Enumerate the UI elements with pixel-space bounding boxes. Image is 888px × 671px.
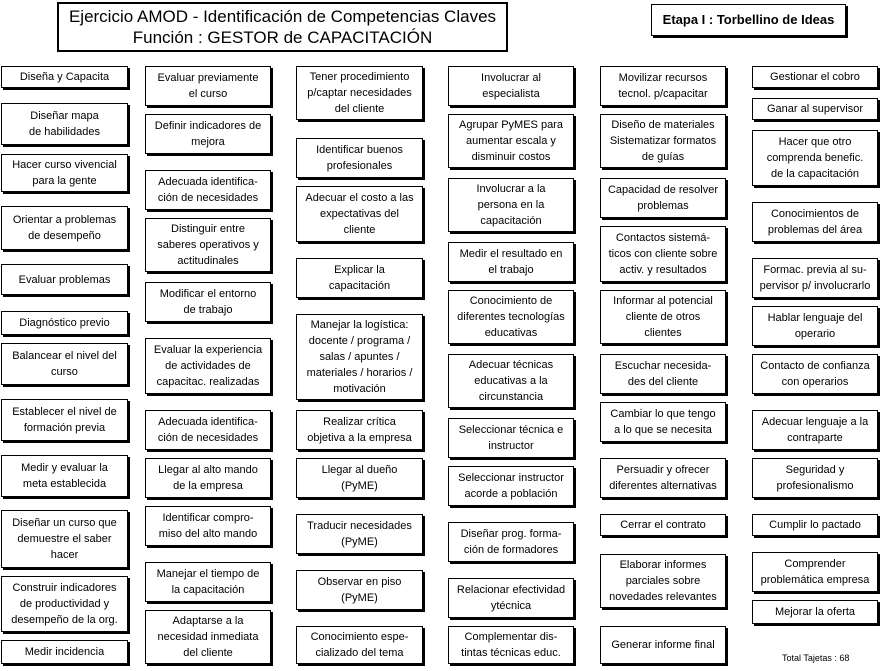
- card: Adecuar técnicas educativas a la circunstancia: [448, 354, 574, 408]
- card: Generar informe final: [600, 626, 726, 664]
- card: Contacto de confianza con operarios: [752, 354, 878, 394]
- card: Persuadir y ofrecer diferentes alternativas: [600, 458, 726, 498]
- card: Manejar la logística: docente / programa / salas / apuntes / materiales / horarios / motivación: [296, 314, 423, 400]
- card: Observar en piso (PyME): [296, 570, 423, 610]
- card: Identificar compro- miso del alto mando: [145, 506, 271, 546]
- card: Explicar la capacitación: [296, 258, 423, 298]
- card: Conocimiento espe- cializado del tema: [296, 626, 423, 664]
- title-box: [57, 2, 508, 52]
- card: Complementar dis- tintas técnicas educ.: [448, 626, 574, 664]
- card: Cambiar lo que tengo a lo que se necesita: [600, 402, 726, 442]
- card: Definir indicadores de mejora: [145, 114, 271, 154]
- card: Relacionar efectividad ytécnica: [448, 578, 574, 618]
- title-line-2: Función : GESTOR de CAPACITACIÓN: [132, 28, 433, 47]
- card: Diseñar prog. forma- ción de formadores: [448, 522, 574, 562]
- card: Contactos sistemá- ticos con cliente sobre activ. y resultados: [600, 226, 726, 282]
- card: Establecer el nivel de formación previa: [1, 399, 128, 441]
- card: Medir incidencia: [1, 640, 128, 664]
- card: Llegar al dueño (PyME): [296, 458, 423, 498]
- card: Hablar lenguaje del operario: [752, 306, 878, 346]
- card: Conocimientos de problemas del área: [752, 202, 878, 242]
- card: Mejorar la oferta: [752, 600, 878, 624]
- card: Adecuar lenguaje a la contraparte: [752, 410, 878, 450]
- card: Realizar crítica objetiva a la empresa: [296, 410, 423, 450]
- card: Cumplir lo pactado: [752, 514, 878, 536]
- stage-label: Etapa I : Torbellino de Ideas: [651, 4, 846, 36]
- card: Diseño de materiales Sistematizar formatos de guías: [600, 114, 726, 168]
- card: Diseñar un curso que demuestre el saber hacer: [1, 510, 128, 568]
- card: Medir y evaluar la meta establecida: [1, 455, 128, 497]
- card: Distinguir entre saberes operativos y actitudinales: [145, 218, 271, 272]
- card: Comprender problemática empresa: [752, 552, 878, 592]
- card: Traducir necesidades (PyME): [296, 514, 423, 554]
- card: Conocimiento de diferentes tecnologías educativas: [448, 290, 574, 344]
- card: Seleccionar técnica e instructor: [448, 418, 574, 458]
- card: Balancear el nivel del curso: [1, 343, 128, 385]
- card: Evaluar problemas: [1, 264, 128, 295]
- card: Adaptarse a la necesidad inmediata del cliente: [145, 610, 271, 664]
- card: Adecuar el costo a las expectativas del cliente: [296, 186, 423, 242]
- card: Identificar buenos profesionales: [296, 138, 423, 178]
- card: Adecuada identifica- ción de necesidades: [145, 170, 271, 210]
- card: Diagnóstico previo: [1, 311, 128, 335]
- card: Formac. previa al su- pervisor p/ involucrarlo: [752, 258, 878, 298]
- card: Construir indicadores de productividad y desempeño de la org.: [1, 576, 128, 632]
- card: Evaluar previamente el curso: [145, 66, 271, 106]
- card: Orientar a problemas de desempeño: [1, 206, 128, 250]
- card: Adecuada identifica- ción de necesidades: [145, 410, 271, 450]
- card: Gestionar el cobro: [752, 66, 878, 88]
- card: Modificar el entorno de trabajo: [145, 282, 271, 322]
- card: Diseñar mapa de habilidades: [1, 103, 128, 145]
- card: Medir el resultado en el trabajo: [448, 242, 574, 282]
- card: Evaluar la experiencia de actividades de capacitac. realizadas: [145, 338, 271, 394]
- card: Seguridad y profesionalismo: [752, 458, 878, 498]
- card: Involucrar al especialista: [448, 66, 574, 106]
- card: Diseña y Capacita: [1, 66, 128, 88]
- card: Ganar al supervisor: [752, 98, 878, 120]
- card: Elaborar informes parciales sobre novedades relevantes: [600, 554, 726, 608]
- card: Agrupar PyMES para aumentar escala y disminuir costos: [448, 114, 574, 168]
- card: Movilizar recursos tecnol. p/capacitar: [600, 66, 726, 106]
- card: Manejar el tiempo de la capacitación: [145, 562, 271, 602]
- card: Hacer curso vivencial para la gente: [1, 154, 128, 192]
- card: Capacidad de resolver problemas: [600, 178, 726, 218]
- card: Seleccionar instructor acorde a población: [448, 466, 574, 506]
- card: Hacer que otro comprenda benefic. de la capacitación: [752, 130, 878, 186]
- card: Escuchar necesida- des del cliente: [600, 354, 726, 394]
- card: Tener procedimiento p/captar necesidades del cliente: [296, 66, 423, 120]
- card: Cerrar el contrato: [600, 514, 726, 536]
- total-cards: Total Tajetas : 68: [782, 653, 850, 663]
- card: Llegar al alto mando de la empresa: [145, 458, 271, 498]
- title-line-1: Ejercicio AMOD - Identificación de Competencias Claves: [68, 7, 497, 26]
- card: Informar al potencial cliente de otros clientes: [600, 290, 726, 344]
- card: Involucrar a la persona en la capacitación: [448, 178, 574, 232]
